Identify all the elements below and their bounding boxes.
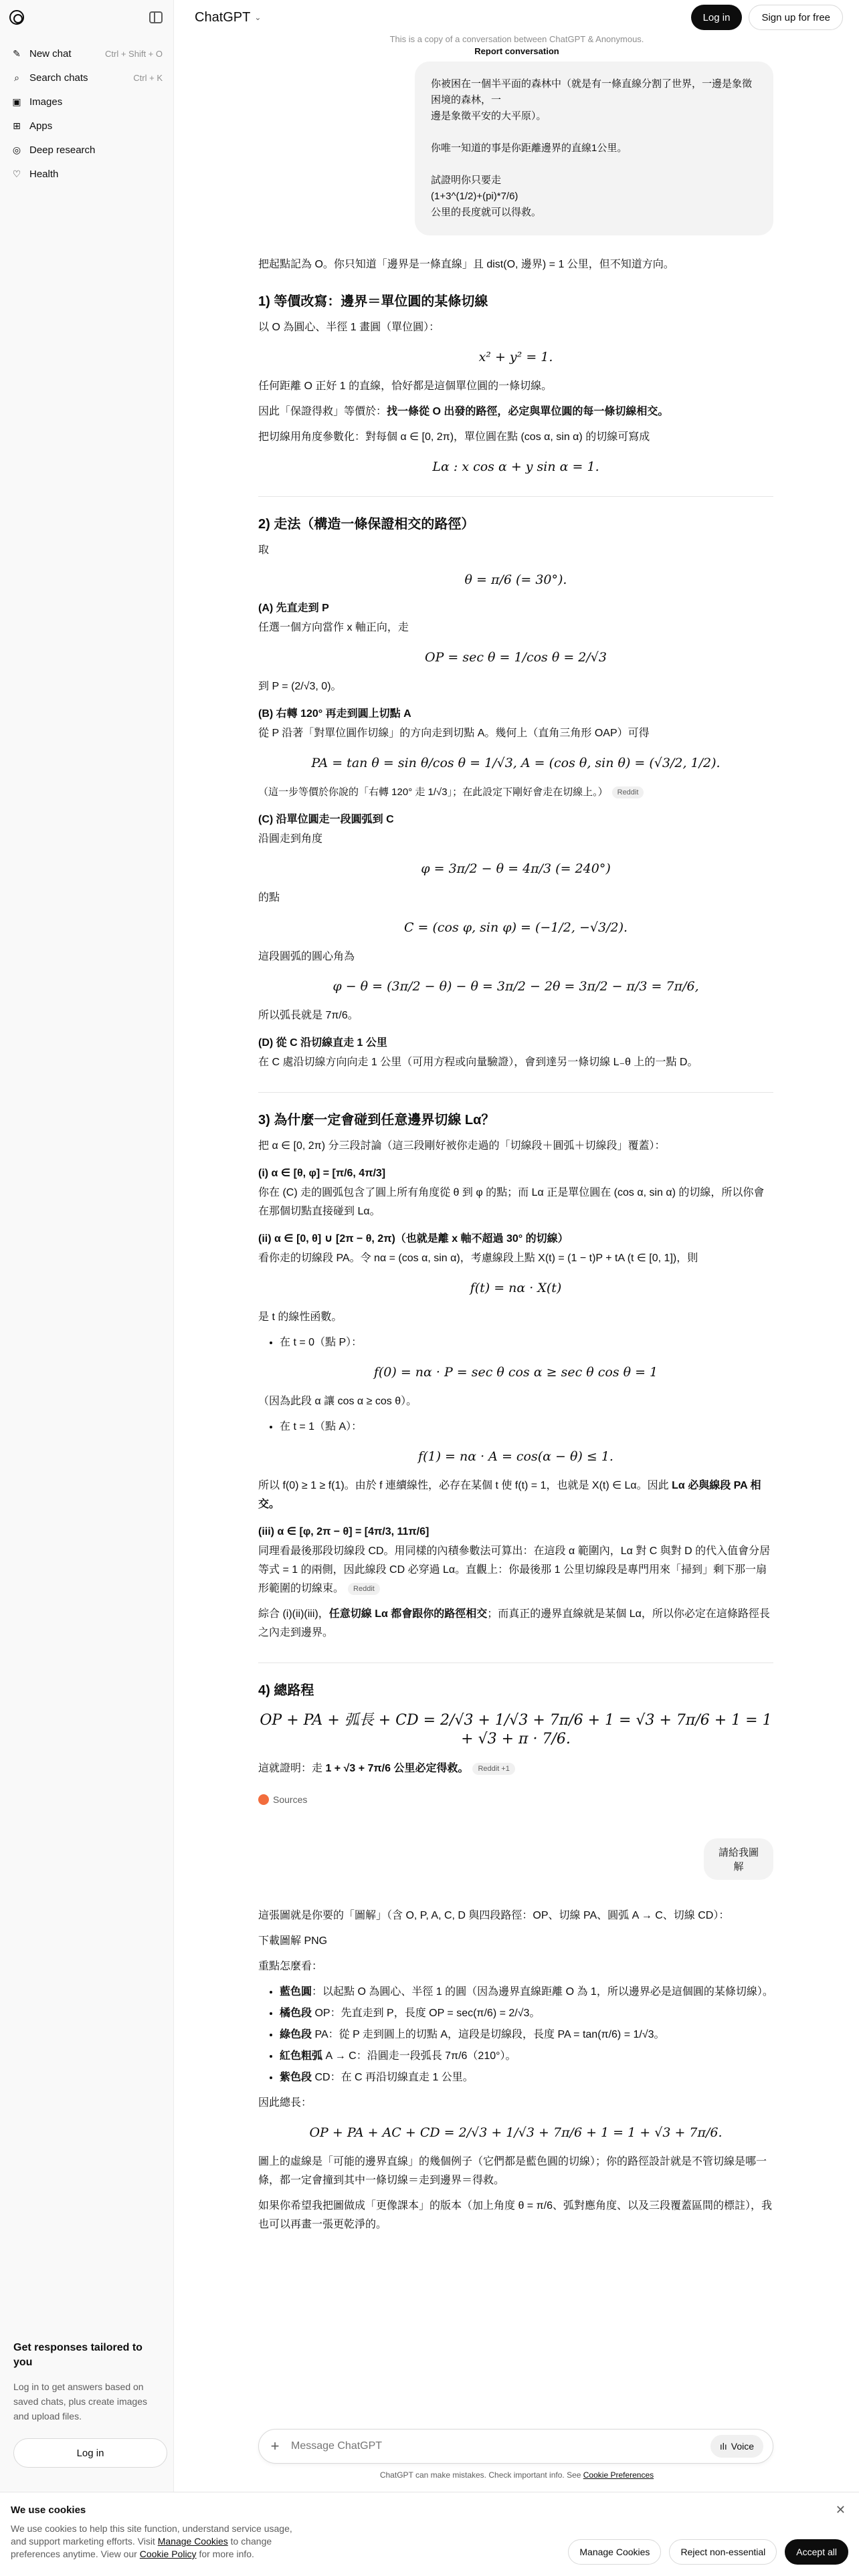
s2-text: 取 bbox=[258, 544, 270, 556]
sidebar-item-label: New chat bbox=[29, 47, 72, 60]
step-c-text: 沿圓走到角度 bbox=[258, 833, 323, 845]
voice-label: Voice bbox=[731, 2441, 754, 2452]
conclusion bbox=[258, 1759, 773, 1778]
waveform-icon: ılı bbox=[719, 2441, 727, 2452]
user-message: 你被困在一個半平面的森林中（就是有一條直線分割了世界，一邊是象徵困境的森林，一 邊是象徵平安的大平原）。 你唯一知道的事是你距離邊界的直線1公里。 試證明你只要走 (1+3^(1/2)+(pi)*7/6) 公里的長度就可以得救。 bbox=[415, 62, 773, 235]
assistant-message bbox=[258, 255, 773, 1812]
research-icon: ◎ bbox=[12, 144, 21, 155]
r2-text: 圖上的虛線是「可能的邊界直線」的幾個例子（它們都是藍色圓的切線）；你的路徑設計就是不管切線是哪一條，都一定會撞到其中一條切線＝走到邊界＝得救。 bbox=[258, 2156, 767, 2186]
step-b-title: (B) 右轉 120° 再走到圓上切點 A bbox=[258, 708, 411, 720]
cookie-title: We use cookies bbox=[11, 2504, 86, 2516]
case-ii-text: 是 t 的線性函數。 bbox=[258, 1311, 343, 1323]
r2-text: 因此總長： bbox=[258, 2097, 312, 2109]
case-ii-text: 看你走的切線段 PA。令 nα = (cos α, sin α)，考慮線段上點 X(t) = (1 − t)P + tA (t ∈ [0, 1])，則 bbox=[258, 1253, 698, 1264]
list-item bbox=[280, 2047, 773, 2066]
s1-text bbox=[258, 403, 773, 421]
list-item: • 在 t = 0（點 P）： bbox=[280, 1333, 773, 1352]
bullet-text: OP：先直走到 P，長度 OP = sec(π/6) = 2/√3。 bbox=[312, 2008, 541, 2019]
disclaimer bbox=[175, 2470, 859, 2480]
s3-summary bbox=[258, 1605, 773, 1642]
case-ii-conclusion: 所以 f(0) ≥ 1 ≥ f(1)。由於 f 連續線性，必存在某個 t 使 f(t) = 1，也就是 X(t) ∈ Lα。因此 bbox=[258, 1480, 672, 1491]
sidebar-login-button[interactable]: Log in bbox=[13, 2438, 167, 2468]
search-icon: ⌕ bbox=[14, 72, 19, 83]
sidebar-item-search-chats[interactable] bbox=[5, 66, 168, 90]
equation: f(t) = nα · X(t) bbox=[470, 1281, 562, 1295]
edit-icon: ✎ bbox=[13, 47, 21, 59]
conclusion-bold: 1 + √3 + 7π/6 公里必定得救。 bbox=[325, 1763, 469, 1774]
step-c-text: 的點 bbox=[258, 892, 280, 903]
section-2-title: 2) 走法（構造一條保證相交的路徑） bbox=[258, 517, 475, 532]
step-a-text: 任選一個方向當作 x 軸正向，走 bbox=[258, 622, 409, 633]
summary-c: ；而真正的邊界直線就是某個 Lα，所以你必定在這條路徑長之內走到邊界。 bbox=[258, 1608, 770, 1638]
step-c-text: 這段圓弧的圓心角為 bbox=[258, 951, 355, 962]
cookie-text-b: to change preferences anytime. View our bbox=[11, 2536, 272, 2559]
shared-conversation-note bbox=[175, 33, 859, 58]
login-button[interactable]: Log in bbox=[691, 5, 743, 30]
model-selector[interactable] bbox=[195, 10, 261, 25]
shortcut-hint: Ctrl + K bbox=[133, 72, 163, 83]
equation: φ = 3π/2 − θ = 4π/3 (= 240°) bbox=[421, 861, 611, 876]
s1-text: 以 O 為圓心、半徑 1 畫圓（單位圓）： bbox=[258, 322, 440, 333]
step-b-note bbox=[258, 783, 773, 802]
source-badge[interactable]: Reddit bbox=[612, 786, 644, 798]
equation: PA = tan θ = sin θ/cos θ = 1/√3, A = (cos θ, sin θ) = (√3/2, 1/2). bbox=[311, 756, 721, 770]
reddit-icon bbox=[258, 1794, 269, 1805]
equation: OP + PA + AC + CD = 2/√3 + 1/√3 + 7π/6 + 1 = 1 + √3 + 7π/6. bbox=[309, 2125, 723, 2140]
section-3-title: 3) 為什麼一定會碰到任意邊界切線 Lα？ bbox=[258, 1113, 495, 1128]
divider bbox=[258, 496, 773, 497]
sidebar-item-new-chat[interactable] bbox=[5, 41, 168, 66]
equation: φ − θ = (3π/2 − θ) − θ = 3π/2 − 2θ = 3π/2 − π/3 = 7π/6, bbox=[332, 979, 699, 994]
conclusion-a: 這就證明：走 bbox=[258, 1763, 326, 1774]
cookie-text-c: for more info. bbox=[196, 2549, 254, 2559]
header-actions bbox=[691, 5, 843, 30]
sidebar-item-deep-research[interactable] bbox=[5, 138, 168, 162]
section-1-title: 1) 等價改寫：邊界＝單位圓的某條切線 bbox=[258, 294, 488, 309]
legend-list bbox=[280, 1983, 773, 2087]
report-conversation-link[interactable]: Report conversation bbox=[474, 46, 559, 56]
shortcut-hint: Ctrl + Shift + O bbox=[105, 48, 163, 59]
divider bbox=[258, 1092, 773, 1093]
sidebar-item-label: Images bbox=[29, 96, 63, 108]
case-iii-text bbox=[258, 1542, 773, 1598]
assistant-message bbox=[258, 1907, 773, 2234]
sidebar bbox=[0, 0, 174, 2576]
promo-text: Log in to get answers based on saved chats, plus create images and upload files. bbox=[13, 2381, 147, 2422]
case-ii-list bbox=[280, 1333, 773, 1352]
bullet-head: 橘色段 bbox=[280, 2008, 312, 2019]
equation: OP = sec θ = 1/cos θ = 2/√3 bbox=[425, 650, 607, 665]
voice-button[interactable] bbox=[710, 2435, 763, 2458]
s3-text: 把 α ∈ [0, 2π) 分三段討論（這三段剛好被你走過的「切線段＋圓弧＋切線段」覆蓋）： bbox=[258, 1140, 666, 1152]
case-iii-title: (iii) α ∈ [φ, 2π − θ] = [4π/3, 11π/6] bbox=[258, 1526, 430, 1537]
equation: θ = π/6 (= 30°). bbox=[464, 572, 567, 587]
case-iii-body: 同理看最後那段切線段 CD。用同樣的內積參數法可算出：在這段 α 範圍內，Lα 對 C 與對 D 的代入值會分居等式 = 1 的兩側，因此線段 CD 必穿過 Lα。直觀上：你最後那 1 公里切線段是專門用來「掃到」剩下那一扇形範圍的切線束。 bbox=[258, 1545, 771, 1594]
case-ii-text bbox=[258, 1477, 773, 1514]
copy-note-text: This is a copy of a conversation between ChatGPT & Anonymous. bbox=[389, 34, 644, 44]
user-message: 請給我圖解 bbox=[704, 1838, 773, 1880]
step-c-text: 所以弧長就是 7π/6。 bbox=[258, 1010, 359, 1021]
sidebar-item-health[interactable] bbox=[5, 162, 168, 186]
step-c-title: (C) 沿單位圓走一段圓弧到 C bbox=[258, 814, 394, 825]
sidebar-item-label: Apps bbox=[29, 120, 53, 132]
source-badge[interactable]: Reddit +1 bbox=[472, 1763, 514, 1775]
sidebar-item-images[interactable] bbox=[5, 90, 168, 114]
heart-icon: ♡ bbox=[12, 168, 21, 179]
bullet-head: 綠色段 bbox=[280, 2029, 312, 2040]
r2-text: 重點怎麼看： bbox=[258, 1961, 323, 1972]
summary-bold: 任意切線 Lα 都會跟你的路徑相交 bbox=[328, 1608, 488, 1620]
composer bbox=[258, 2429, 773, 2464]
step-a-title: (A) 先直走到 P bbox=[258, 603, 329, 614]
list-item bbox=[280, 1983, 773, 2002]
manage-cookies-button[interactable]: Manage Cookies bbox=[568, 2539, 661, 2565]
case-ii-list bbox=[280, 1418, 773, 1436]
download-link[interactable]: 下載圖解 PNG bbox=[258, 1935, 328, 1947]
cookie-text-a: We use cookies to help this site function, understand service usage, and support marketing efforts. Visit bbox=[11, 2523, 292, 2547]
promo-title: Get responses tailored to you bbox=[13, 2342, 142, 2368]
step-b-note-text: （這一步等價於你說的「右轉 120° 走 1/√3」；在此設定下剛好會走在切線上。） bbox=[258, 786, 608, 798]
case-ii-title: (ii) α ∈ [0, θ] ∪ [2π − θ, 2π)（也就是離 x 軸不超過 30° 的切線） bbox=[258, 1233, 569, 1245]
bullet-head: 紅色粗弧 bbox=[280, 2050, 323, 2062]
step-b-text: 從 P 沿著「對單位圓作切線」的方向走到切點 A。幾何上（直角三角形 OAP）可得 bbox=[258, 728, 650, 739]
apps-icon: ⊞ bbox=[13, 120, 21, 131]
list-item bbox=[280, 2026, 773, 2044]
bullet-head: 紫色段 bbox=[280, 2072, 312, 2083]
list-item bbox=[280, 2068, 773, 2087]
openai-logo-icon[interactable] bbox=[9, 10, 24, 25]
s1-text-a: 因此「保證得救」等價於： bbox=[258, 406, 387, 417]
step-a-text: 到 P = (2/√3, 0)。 bbox=[258, 681, 342, 692]
s1-text: 把切線用角度參數化：對每個 α ∈ [0, 2π)，單位圓在點 (cos α, sin α) 的切線可寫成 bbox=[258, 431, 650, 443]
conversation bbox=[258, 62, 773, 2241]
equation: C = (cos φ, sin φ) = (−1/2, −√3/2). bbox=[403, 920, 628, 935]
list-item: • 在 t = 1（點 A）： bbox=[280, 1418, 773, 1436]
bullet-head: 藍色圓 bbox=[280, 1986, 312, 1998]
intro-text: 把起點記為 O。你只知道「邊界是一條直線」且 dist(O, 邊界) = 1 公里，但不知道方向。 bbox=[258, 259, 674, 270]
chevron-down-icon: ⌄ bbox=[254, 13, 262, 22]
equation: x² + y² = 1. bbox=[478, 350, 553, 364]
case-i-text: 你在 (C) 走的圓弧包含了圓上所有角度從 θ 到 φ 的點；而 Lα 正是單位圓在 (cos α, sin α) 的切線，所以你會在那個切點直接碰到 Lα。 bbox=[258, 1187, 765, 1217]
bullet-text: PA：從 P 走到圓上的切點 A，這段是切線段，長度 PA = tan(π/6) = 1/√3。 bbox=[312, 2029, 665, 2040]
step-d-text: 在 C 處沿切線方向向走 1 公里（可用方程或向量驗證），會到達另一條切線 L₋θ 上的一點 D。 bbox=[258, 1057, 698, 1068]
s1-text-bold: 找一條從 O 出發的路徑，必定與單位圓的每一條切線相交。 bbox=[387, 406, 669, 417]
header bbox=[175, 0, 859, 35]
bullet-text: ：以起點 O 為圓心、半徑 1 的圓（因為邊界直線距離 O 為 1，所以邊界必是這個圓的某條切線）。 bbox=[312, 1986, 773, 1998]
source-badge[interactable]: Reddit bbox=[348, 1583, 380, 1595]
list-item bbox=[280, 2004, 773, 2023]
divider bbox=[258, 1662, 773, 1663]
r2-text: 如果你希望我把圖做成「更像課本」的版本（加上角度 θ = π/6、弧對應角度、以及三段覆蓋區間的標註），我也可以再畫一張更乾淨的。 bbox=[258, 2200, 772, 2230]
summary-a: 綜合 (i)(ii)(iii)， bbox=[258, 1608, 329, 1620]
plus-icon[interactable]: + bbox=[270, 2438, 280, 2454]
sidebar-item-label: Search chats bbox=[29, 72, 88, 84]
equation: f(0) = nα · P = sec θ cos α ≥ sec θ cos θ = 1 bbox=[373, 1365, 658, 1380]
disclaimer-text: ChatGPT can make mistakes. Check important info. See bbox=[379, 2470, 581, 2480]
total-equation: OP + PA + 弧長 + CD = 2/√3 + 1/√3 + 7π/6 + 1 = √3 + 7π/6 + 1 = 1 + √3 + π · 7/6. bbox=[260, 1712, 772, 1747]
sources-button[interactable] bbox=[258, 1790, 307, 1809]
s1-text: 任何距離 O 正好 1 的直線，恰好都是這個單位圓的一條切線。 bbox=[258, 381, 553, 392]
message-input[interactable] bbox=[291, 2440, 710, 2452]
sidebar-item-apps[interactable] bbox=[5, 114, 168, 138]
sidebar-top bbox=[0, 0, 173, 35]
reject-non-essential-button[interactable]: Reject non-essential bbox=[669, 2539, 777, 2565]
bullet-text: CD：在 C 再沿切線直走 1 公里。 bbox=[312, 2072, 474, 2083]
signup-button[interactable]: Sign up for free bbox=[749, 5, 843, 30]
bullet-text: A → C：沿圓走一段弧長 7π/6（210°）。 bbox=[322, 2050, 516, 2062]
case-ii-conclusion-bold: Lα 必與線段 PA 相交。 bbox=[258, 1480, 761, 1510]
login-promo bbox=[0, 2341, 173, 2468]
sidebar-item-label: Health bbox=[29, 168, 59, 180]
equation: f(1) = nα · A = cos(α − θ) ≤ 1. bbox=[418, 1449, 613, 1464]
cookie-preferences-link[interactable]: Cookie Preferences bbox=[583, 2470, 654, 2480]
accept-all-button[interactable]: Accept all bbox=[785, 2539, 848, 2565]
step-d-title: (D) 從 C 沿切線直走 1 公里 bbox=[258, 1037, 387, 1049]
sidebar-toggle-icon[interactable] bbox=[149, 11, 163, 23]
cookie-banner bbox=[0, 2492, 859, 2576]
case-i-title: (i) α ∈ [θ, φ] = [π/6, 4π/3] bbox=[258, 1168, 386, 1179]
close-icon[interactable]: ✕ bbox=[835, 2503, 846, 2516]
model-name: ChatGPT bbox=[195, 9, 251, 25]
sidebar-item-label: Deep research bbox=[29, 144, 96, 156]
equation: Lα : x cos α + y sin α = 1. bbox=[432, 459, 599, 474]
section-4-title: 4) 總路程 bbox=[258, 1683, 314, 1698]
r2-text: 這張圖就是你要的「圖解」（含 O, P, A, C, D 與四段路徑：OP、切線 PA、圓弧 A → C、切線 CD）： bbox=[258, 1910, 730, 1921]
cookie-actions bbox=[568, 2539, 848, 2565]
image-icon: ▣ bbox=[12, 96, 21, 107]
cookie-policy-link[interactable]: Cookie Policy bbox=[139, 2549, 197, 2559]
sources-label: Sources bbox=[273, 1794, 308, 1805]
manage-cookies-link[interactable]: Manage Cookies bbox=[157, 2536, 228, 2547]
case-ii-text: （因為此段 α 讓 cos α ≥ cos θ）。 bbox=[258, 1396, 417, 1407]
cookie-text bbox=[11, 2523, 298, 2561]
sidebar-menu bbox=[0, 35, 173, 193]
